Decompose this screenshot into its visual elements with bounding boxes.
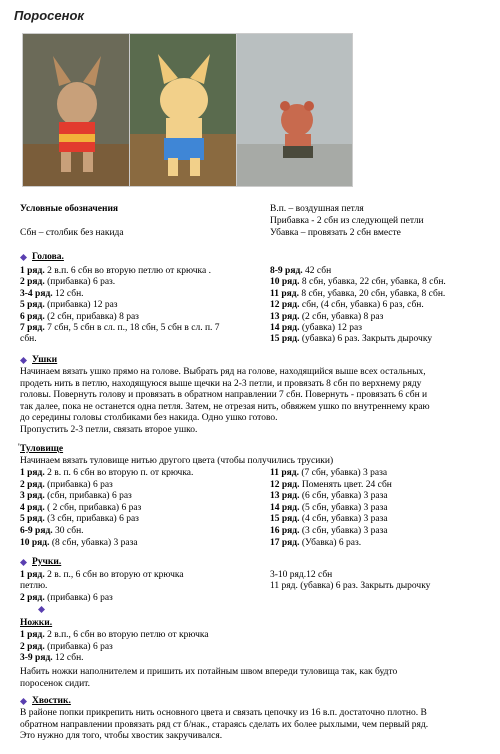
paragraph-line: Набить ножки наполнителем и пришить их потайным швом впереди туловища так, как будто [20,667,398,677]
row-instruction: 8-9 ряд. 42 сбн [270,266,332,276]
row-instruction: 6 ряд. (2 сбн, прибавка) 8 раз [20,311,139,322]
paragraph-line: до середины головы столбиками без накида. Одно ушко готово. [20,413,278,424]
legend-ubavka: Убавка – провязать 2 сбн вместе [270,228,401,238]
row-instruction: 2 ряд. (прибавка) 6 раз [20,592,113,603]
paragraph-line: Пропустить 2-3 петли, связать второе ушко. [20,425,198,435]
row-instruction: 14 ряд. (убавка) 12 раз [270,323,363,333]
photo-pig-small [236,33,353,187]
tulovishe-intro: Начинаем вязать туловище нитью другого цвета (чтобы получились трусики) [20,456,334,466]
row-instruction: 10 ряд. (8 сбн, убавка) 3 раза [20,537,138,548]
row-instruction: 11 ряд. (убавка) 6 раз. Закрыть дырочку [270,581,431,592]
row-instruction: 1 ряд. 2 в.п., 6 сбн во вторую петлю от крючка [20,630,209,640]
row-instruction: сбн. [20,334,37,345]
row-instruction: 17 ряд. (Убавка) 6 раз. [270,537,362,548]
row-instruction: 2 ряд. (прибавка) 6 раз [20,641,113,652]
section-heading-golova: Голова. [32,252,64,262]
legend-vp: В.п. – воздушная петля [270,204,364,214]
row-instruction: 14 ряд. (5 сбн, убавка) 3 раза [270,502,388,513]
bullet-icon [38,606,45,613]
bullet-icon [20,698,27,705]
row-instruction: 11 ряд. (7 сбн, убавка) 3 раза [270,468,388,478]
row-instruction: 12 ряд. сбн, (4 сбн, убавка) 6 раз, сбн. [270,300,424,311]
paragraph-line: поросенок сидит. [20,678,90,689]
section-heading-hvostik: Хвостик. [32,696,71,706]
paragraph-line: В районе попки прикрепить нить основного цвета и связать цепочку из 16 в.п. достаточно плотно. В [20,708,427,718]
legend-heading: Условные обозначения [20,204,119,214]
row-instruction: 3 ряд. (сбн, прибавка) 6 раз [20,491,132,502]
row-instruction: 11 ряд. 8 сбн, убавка, 20 сбн, убавка, 8 сбн. [270,288,446,299]
row-instruction: 13 ряд. (6 сбн, убавка) 3 раза [270,491,388,502]
section-heading-nozhki: Ножки. [20,618,53,628]
row-instruction: 13 ряд. (2 сбн, убавка) 8 раз [270,311,384,322]
paragraph-line: Это нужно для того, чтобы хвостик закручивался. [20,731,223,742]
row-instruction: 15 ряд. (4 сбн, убавка) 3 раза [270,514,388,525]
row-instruction: 4 ряд. ( 2 сбн, прибавка) 6 раз [20,502,142,513]
row-instruction: 7 ряд. 7 сбн, 5 сбн в сл. п., 18 сбн, 5 сбн в сл. п. 7 [20,323,220,333]
row-instruction: 1 ряд. 2 в. п., 6 сбн во вторую от крючка [20,570,184,580]
row-instruction: 10 ряд. 8 сбн, убавка, 22 сбн, убавка, 8 сбн. [270,277,446,288]
row-instruction: 3-10 ряд.12 сбн [270,570,333,580]
quote-mark: ' [18,443,20,453]
section-heading-tulovishe: Туловище [20,444,64,454]
row-instruction: 5 ряд. (прибавка) 12 раз [20,300,118,311]
row-instruction: 2 ряд. (прибавка) 6 раз [20,479,113,490]
row-instruction: 3-9 ряд. 12 сбн. [20,653,84,664]
section-heading-ushki: Ушки [32,355,58,365]
paragraph-line: Начинаем вязать ушко прямо на голове. Выбрать ряд на голове, находящийся выше всех остальных, [20,367,426,377]
row-instruction: петлю. [20,581,48,592]
paragraph-line: обратном направлении провязать ряд ст б/нак., стараясь сделать их более рыхлыми, чем первый ряд. [20,719,429,730]
row-instruction: 3-4 ряд. 12 сбн. [20,288,84,299]
section-heading-ruchki: Ручки. [32,557,62,567]
row-instruction: 6-9 ряд. 30 сбн. [20,526,84,536]
bullet-icon [20,357,27,364]
page-title: Поросенок [14,8,85,23]
legend-pribavka: Прибавка - 2 сбн из следующей петли [270,216,424,226]
bullet-icon [20,559,27,566]
legend-sbn: Сбн – столбик без накида [20,228,124,238]
paragraph-line: так далее, пока не останется одна петля. Затем, не отрезая нить, обвяжем ушко по внутреннему краю [20,401,430,412]
photo-pig-blue-shorts [129,33,239,187]
paragraph-line: продеть нить в петлю, находящуюся выше щечки на 2-3 петли, и провязать 8 сбн по верхнему ряду [20,378,422,389]
row-instruction: 15 ряд. (убавка) 6 раз. Закрыть дырочку [270,334,433,345]
bullet-icon [20,254,27,261]
row-instruction: 5 ряд. (3 сбн, прибавка) 6 раз [20,514,139,525]
row-instruction: 16 ряд. (3 сбн, убавка) 3 раза [270,526,388,536]
row-instruction: 12 ряд. Поменять цвет. 24 сбн [270,479,392,490]
photo-pig-striped-dress [22,33,132,187]
row-instruction: 1 ряд. 2 в.п. 6 сбн во вторую петлю от крючка . [20,266,211,276]
row-instruction: 2 ряд. (прибавка) 6 раз. [20,277,116,288]
row-instruction: 1 ряд. 2 в. п. 6 сбн во вторую п. от крючка. [20,468,194,478]
paragraph-line: головы. Повернуть голову и провязать в обратном направлении 7 сбн. Повернуть - провязать 6 сбн и [20,390,428,401]
